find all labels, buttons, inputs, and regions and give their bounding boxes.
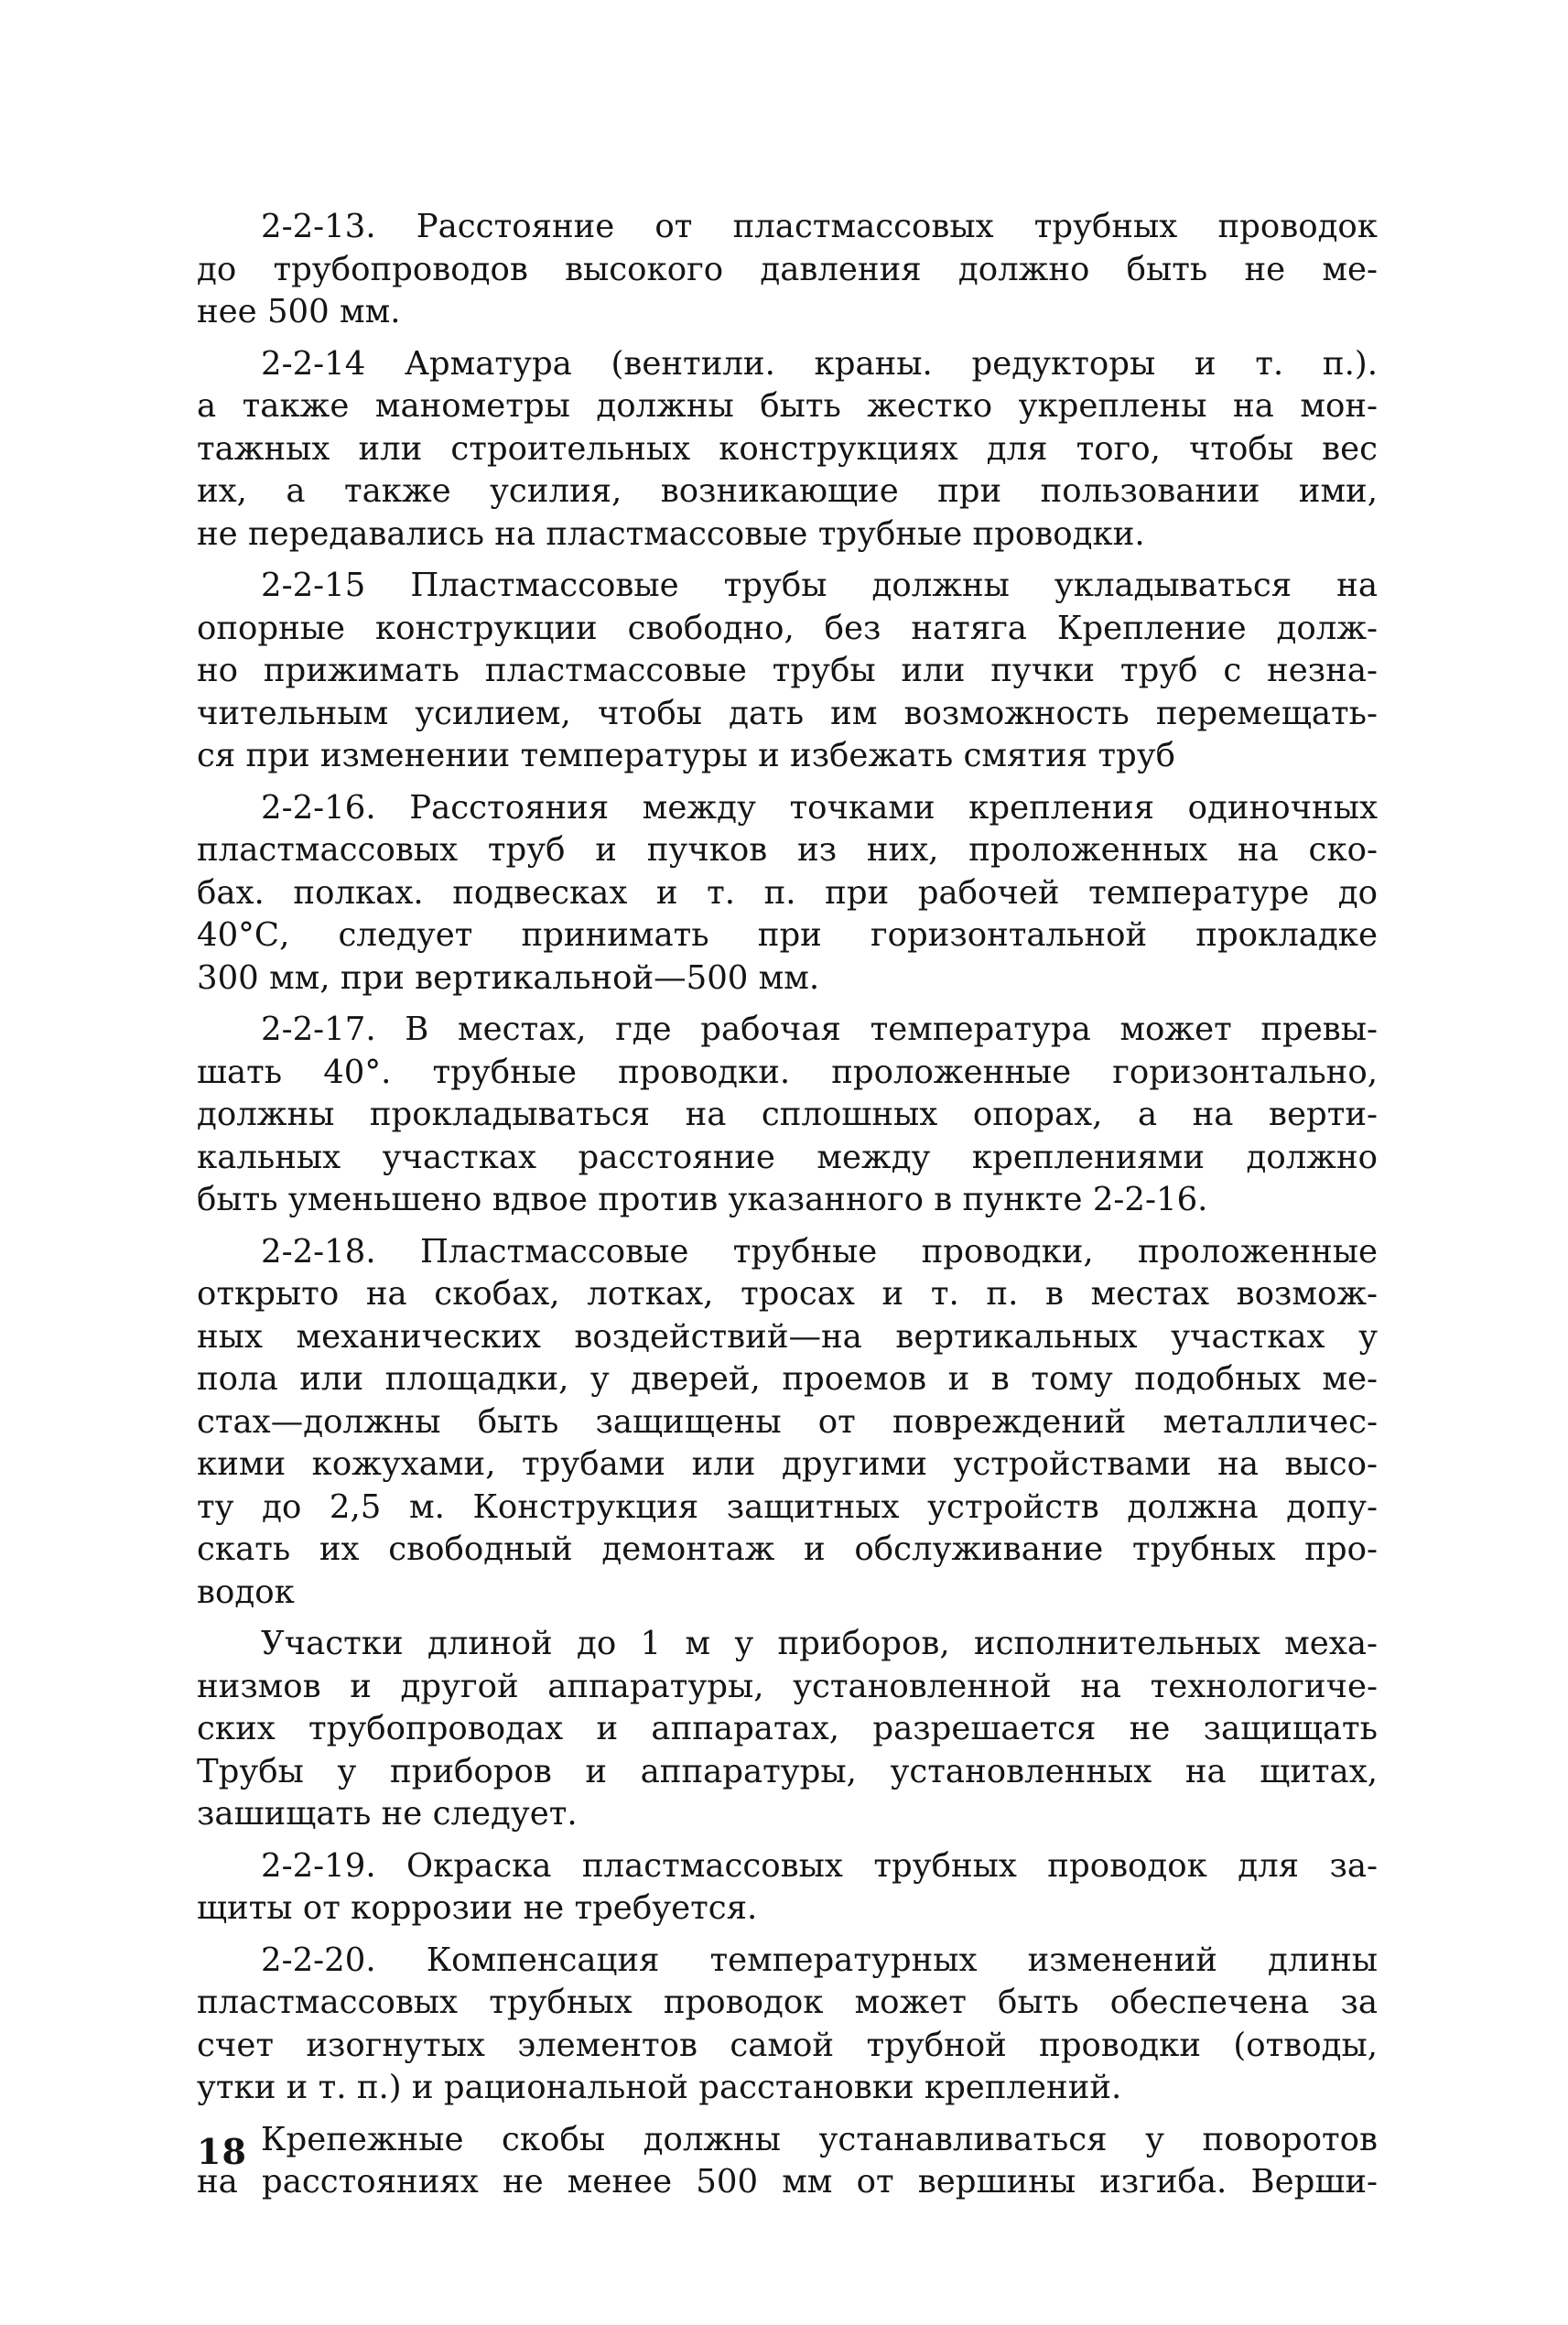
text-line: ных механических воздействий—на вертикальных участках у [197, 1317, 1378, 1356]
paragraph-2-2-20-continuation [197, 2119, 1378, 2204]
text-line: скать их свободный демонтаж и обслуживание трубных про- [197, 1530, 1378, 1568]
text-line: щиты от коррозии не требуется. [197, 1889, 758, 1927]
text-line: но прижимать пластмассовые трубы или пучки труб с незна- [197, 652, 1378, 689]
text-line: нее 500 мм. [197, 293, 401, 330]
text-line: кальных участках расстояние между креплениями должно [197, 1138, 1378, 1176]
paragraph-2-2-18-continuation [197, 1623, 1378, 1836]
text-line: ту до 2,5 м. Конструкция защитных устройств должна допу- [197, 1487, 1378, 1526]
text-line: 2-2-17. В местах, где рабочая температура может превы- [261, 1011, 1378, 1048]
text-line: пластмассовых труб и пучков из них, проложенных на ско- [197, 831, 1378, 869]
text-line: пола или площадки, у дверей, проемов и в тому подобных ме- [197, 1360, 1378, 1398]
text-line: пластмассовых трубных проводок может быть обеспечена за [197, 1984, 1378, 2021]
paragraph-2-2-20 [197, 1940, 1378, 2110]
text-line: 2-2-14 Арматура (вентили. краны. редукторы и т. п.). [261, 344, 1378, 383]
paragraph-2-2-16 [197, 787, 1378, 1000]
text-line: тажных или строительных конструкциях для того, чтобы вес [197, 429, 1378, 468]
paragraph-2-2-17 [197, 1009, 1378, 1222]
paragraph-2-2-14 [197, 343, 1378, 557]
text-line: 2-2-19. Окраска пластмассовых трубных проводок для за- [261, 1846, 1378, 1885]
text-line: их, а также усилия, возникающие при пользовании ими, [197, 472, 1378, 510]
text-line: опорные конструкции свободно, без натяга Крепление долж- [197, 609, 1378, 647]
text-line: чительным усилием, чтобы дать им возможность перемещать- [197, 694, 1378, 732]
text-line: бах. полках. подвесках и т. п. при рабочей температуре до [197, 873, 1378, 912]
text-line: шать 40°. трубные проводки. проложенные горизонтально, [197, 1053, 1378, 1091]
text-line: счет изогнутых элементов самой трубной проводки (отводы, [197, 2026, 1378, 2064]
text-line: кими кожухами, трубами или другими устройствами на высо- [197, 1445, 1378, 1483]
paragraph-2-2-15 [197, 565, 1378, 778]
text-line: ся при изменении температуры и избежать смятия труб [197, 737, 1176, 774]
paragraph-2-2-18 [197, 1231, 1378, 1615]
text-line: 2-2-13. Расстояние от пластмассовых трубных проводок [261, 208, 1378, 245]
paragraph-2-2-13 [197, 206, 1378, 334]
text-line: 2-2-15 Пластмассовые трубы должны укладываться на [261, 567, 1378, 604]
text-line: не передавались на пластмассовые трубные проводки. [197, 514, 1145, 553]
text-line: Крепежные скобы должны устанавливаться у поворотов [261, 2120, 1378, 2158]
text-line: до трубопроводов высокого давления должно быть не ме- [197, 250, 1378, 288]
text-line: 2-2-18. Пластмассовые трубные проводки, проложенные [261, 1232, 1378, 1271]
text-line: 300 мм, при вертикальной—500 мм. [197, 958, 820, 997]
text-line: а также манометры должны быть жестко укреплены на мон- [197, 387, 1378, 425]
text-line: на расстояниях не менее 500 мм от вершины изгиба. Верши- [197, 2163, 1378, 2201]
text-line: Трубы у приборов и аппаратуры, установленных на щитах, [197, 1752, 1378, 1790]
page-body [197, 206, 1378, 2213]
text-line: утки и т. п.) и рациональной расстановки креплений. [197, 2069, 1122, 2106]
page-number: 18 [197, 2131, 247, 2172]
text-line: зашищать не следует. [197, 1795, 578, 1833]
text-line: водок [197, 1573, 295, 1611]
text-line: ских трубопроводах и аппаратах, разрешается не защищать [197, 1710, 1378, 1747]
text-line: Участки длиной до 1 м у приборов, исполнительных меха- [261, 1625, 1378, 1662]
text-line: открыто на скобах, лотках, тросах и т. п. в местах возмож- [197, 1275, 1378, 1313]
text-line: быть уменьшено вдвое против указанного в пункте 2-2-16. [197, 1181, 1208, 1218]
text-line: 2-2-16. Расстояния между точками крепления одиночных [261, 788, 1378, 827]
text-line: должны прокладываться на сплошных опорах, а на верти- [197, 1096, 1378, 1133]
paragraph-2-2-19 [197, 1845, 1378, 1930]
text-line: 40°С, следует принимать при горизонтальной прокладке [197, 916, 1378, 954]
text-line: стах—должны быть защищены от повреждений металличес- [197, 1402, 1378, 1441]
text-line: 2-2-20. Компенсация температурных изменений длины [261, 1941, 1378, 1979]
text-line: низмов и другой аппаратуры, установленной на технологиче- [197, 1667, 1378, 1705]
